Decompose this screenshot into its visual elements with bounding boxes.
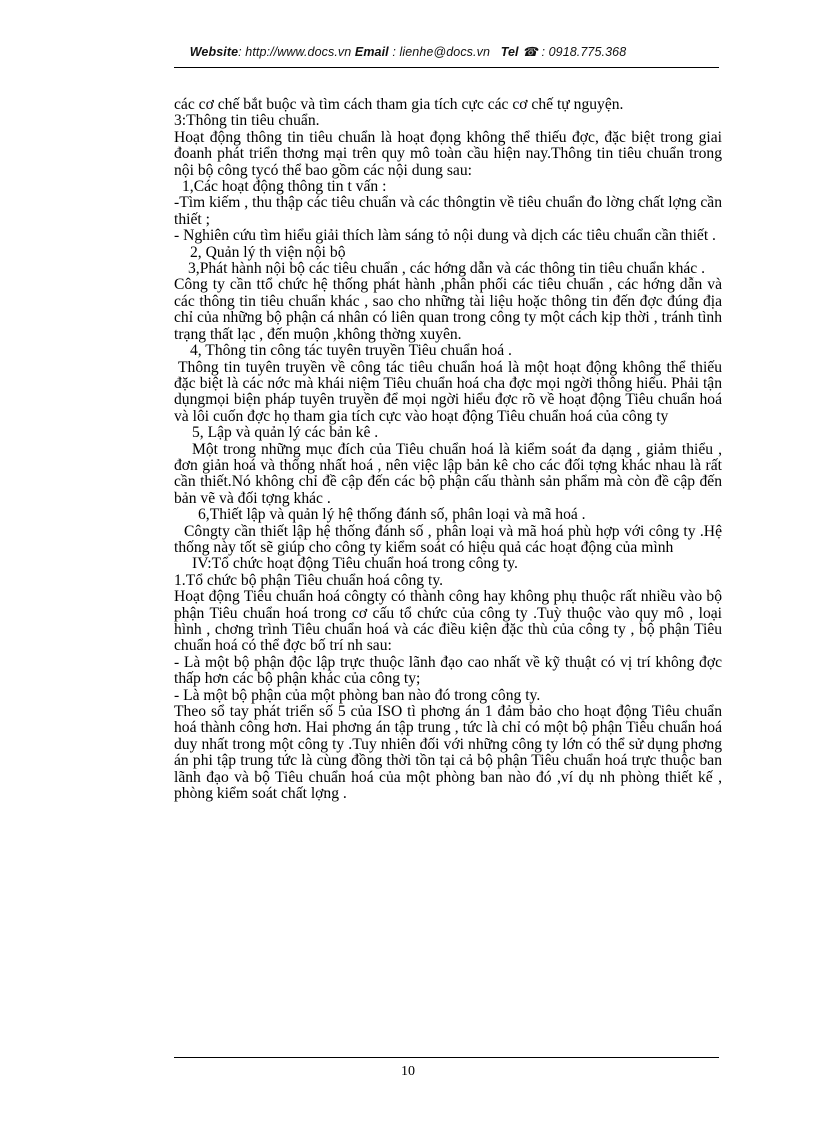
page-number: 10: [401, 1064, 415, 1079]
body-paragraph: Thông tin tuyên truyền về công tác tiêu chuẩn hoá là một hoạt động không thể thiếu đặc biệt là các nớc mà khái niệm Tiêu chuẩn hoá cha đợc mọi ngời thông hiểu. Phải tận dụngmọi biện pháp tuyên truyền để mọi ngời hiểu đợc rõ về hoạt động Tiêu chuẩn hoá và lôi cuốn đợc họ tham gia tích cực vào hoạt động Tiêu chuẩn hoá của công ty: [174, 358, 722, 425]
body-paragraph: Côngty cần thiết lập hệ thống đánh số , phân loại và mã hoá phù hợp với công ty .Hệ thống này tốt sẽ giúp cho công ty kiểm soát có hiệu quả các hoạt động của mình: [174, 522, 722, 556]
body-paragraph: 2, Quản lý th viện nội bộ: [190, 243, 346, 261]
tel-label: Tel: [500, 45, 519, 59]
body-paragraph: - Nghiên cứu tìm hiểu giải thích làm sáng tỏ nội dung và dịch các tiêu chuẩn cần thiết .: [174, 227, 716, 245]
website-label: Website: [189, 45, 239, 59]
footer-rule: [174, 1057, 719, 1058]
body-paragraph: các cơ chế bắt buộc và tìm cách tham gia tích cực các cơ chế tự nguyện.: [174, 96, 624, 113]
body-paragraph: 1.Tổ chức bộ phận Tiêu chuẩn hoá công ty.: [174, 571, 444, 589]
body-paragraph: 4, Thông tin công tác tuyên truyền Tiêu chuẩn hoá .: [190, 342, 512, 360]
body-paragraph: 3:Thông tin tiêu chuẩn.: [174, 112, 320, 130]
body-paragraph: - Là một bộ phận độc lập trực thuộc lãnh đạo cao nhất về kỹ thuật có vị trí không đợc thấp hơn các bộ phận khác của công ty;: [174, 653, 722, 688]
website-value: : http://www.docs.vn: [238, 45, 352, 59]
body-paragraph: -Tìm kiếm , thu thập các tiêu chuẩn và các thôngtin về tiêu chuẩn đo lờng chất lợng cần thiết ;: [174, 194, 722, 228]
tel-value: ☎ : 0918.775.368: [518, 45, 627, 59]
header-rule: [174, 67, 719, 68]
body-paragraph: 1,Các hoạt động thông tin t vấn :: [182, 178, 387, 196]
body-paragraph: 5, Lập và quản lý các bản kê .: [192, 424, 379, 442]
body-paragraph: 3,Phát hành nội bộ các tiêu chuẩn , các hớng dẫn và các thông tin tiêu chuẩn khác .: [188, 260, 706, 278]
body-paragraph: - Là một bộ phận của một phòng ban nào đó trong công ty.: [174, 686, 541, 704]
body-paragraph: IV:Tổ chức hoạt động Tiêu chuẩn hoá trong công ty.: [192, 555, 518, 573]
email-label: Email: [354, 45, 389, 59]
body-paragraph: 6,Thiết lập và quản lý hệ thống đánh số, phân loại và mã hoá .: [198, 506, 586, 524]
page-header: [0, 44, 816, 59]
email-value: : lienhe@docs.vn: [388, 45, 490, 59]
body-paragraph: Một trong những mục đích của Tiêu chuẩn hoá là kiểm soát đa dạng , giảm thiểu , đơn giản hoá và thống nhất hoá , nên việc lập bản kê cho các đối tợng khác nhau là rất cần thiết.Nó không chỉ đề cập đến các bộ phận cấu thành sản phẩm mà còn đề cập đến bản vẽ và đối tợng khác .: [174, 440, 722, 507]
body-paragraph: Theo sổ tay phát triển số 5 của ISO tì phơng án 1 đảm bảo cho hoạt động Tiêu chuẩn hoá thành công hơn. Hai phơng án tập trung , tức là chỉ có một bộ phận Tiêu chuẩn hoá duy nhất trong một công ty .Tuy nhiên đối với những công ty lớn có thể sử dụng phơng án phi tập trung tức là cùng đồng thời tồn tại cả bộ phận Tiêu chuẩn hoá trực thuộc ban lãnh đạo và bộ Tiêu chuẩn hoá của một phòng ban nào đó ,ví dụ nh phòng thiết kế , phòng kiểm soát chất lợng .: [174, 703, 722, 803]
body-paragraph: Hoạt động Tiêu chuẩn hoá côngty có thành công hay không phụ thuộc rất nhiều vào bộ phận Tiêu chuẩn hoá trong cơ cấu tổ chức của công ty .Tuỳ thuộc vào quy mô , loại hình , chơng trình Tiêu chuẩn hoá và các điều kiện đặc thù của công ty , bộ phận Tiêu chuẩn hoá có thể đợc bố trí nh sau:: [174, 588, 722, 655]
body-paragraph: Công ty cần ttổ chức hệ thống phát hành ,phân phối các tiêu chuẩn , các hớng dẫn và các thông tin tiêu chuẩn khác , sao cho những tài liệu hoặc thông tin đến đợc đúng địa chỉ của những bộ phận cá nhân có liên quan trong công ty một cách kịp thời , tránh tình trạng thất lạc , đến muộn ,không thờng xuyên.: [174, 276, 722, 343]
document-body: [174, 97, 722, 802]
body-paragraph: Hoạt động thông tin tiêu chuẩn là hoạt đọng không thể thiếu đợc, đặc biệt trong giai đoanh phát triển thơng mại trên quy mô toàn cầu hiện nay.Thông tin tiêu chuẩn trong nội bộ công tycó thể bao gồm các nội dung sau:: [174, 128, 722, 179]
